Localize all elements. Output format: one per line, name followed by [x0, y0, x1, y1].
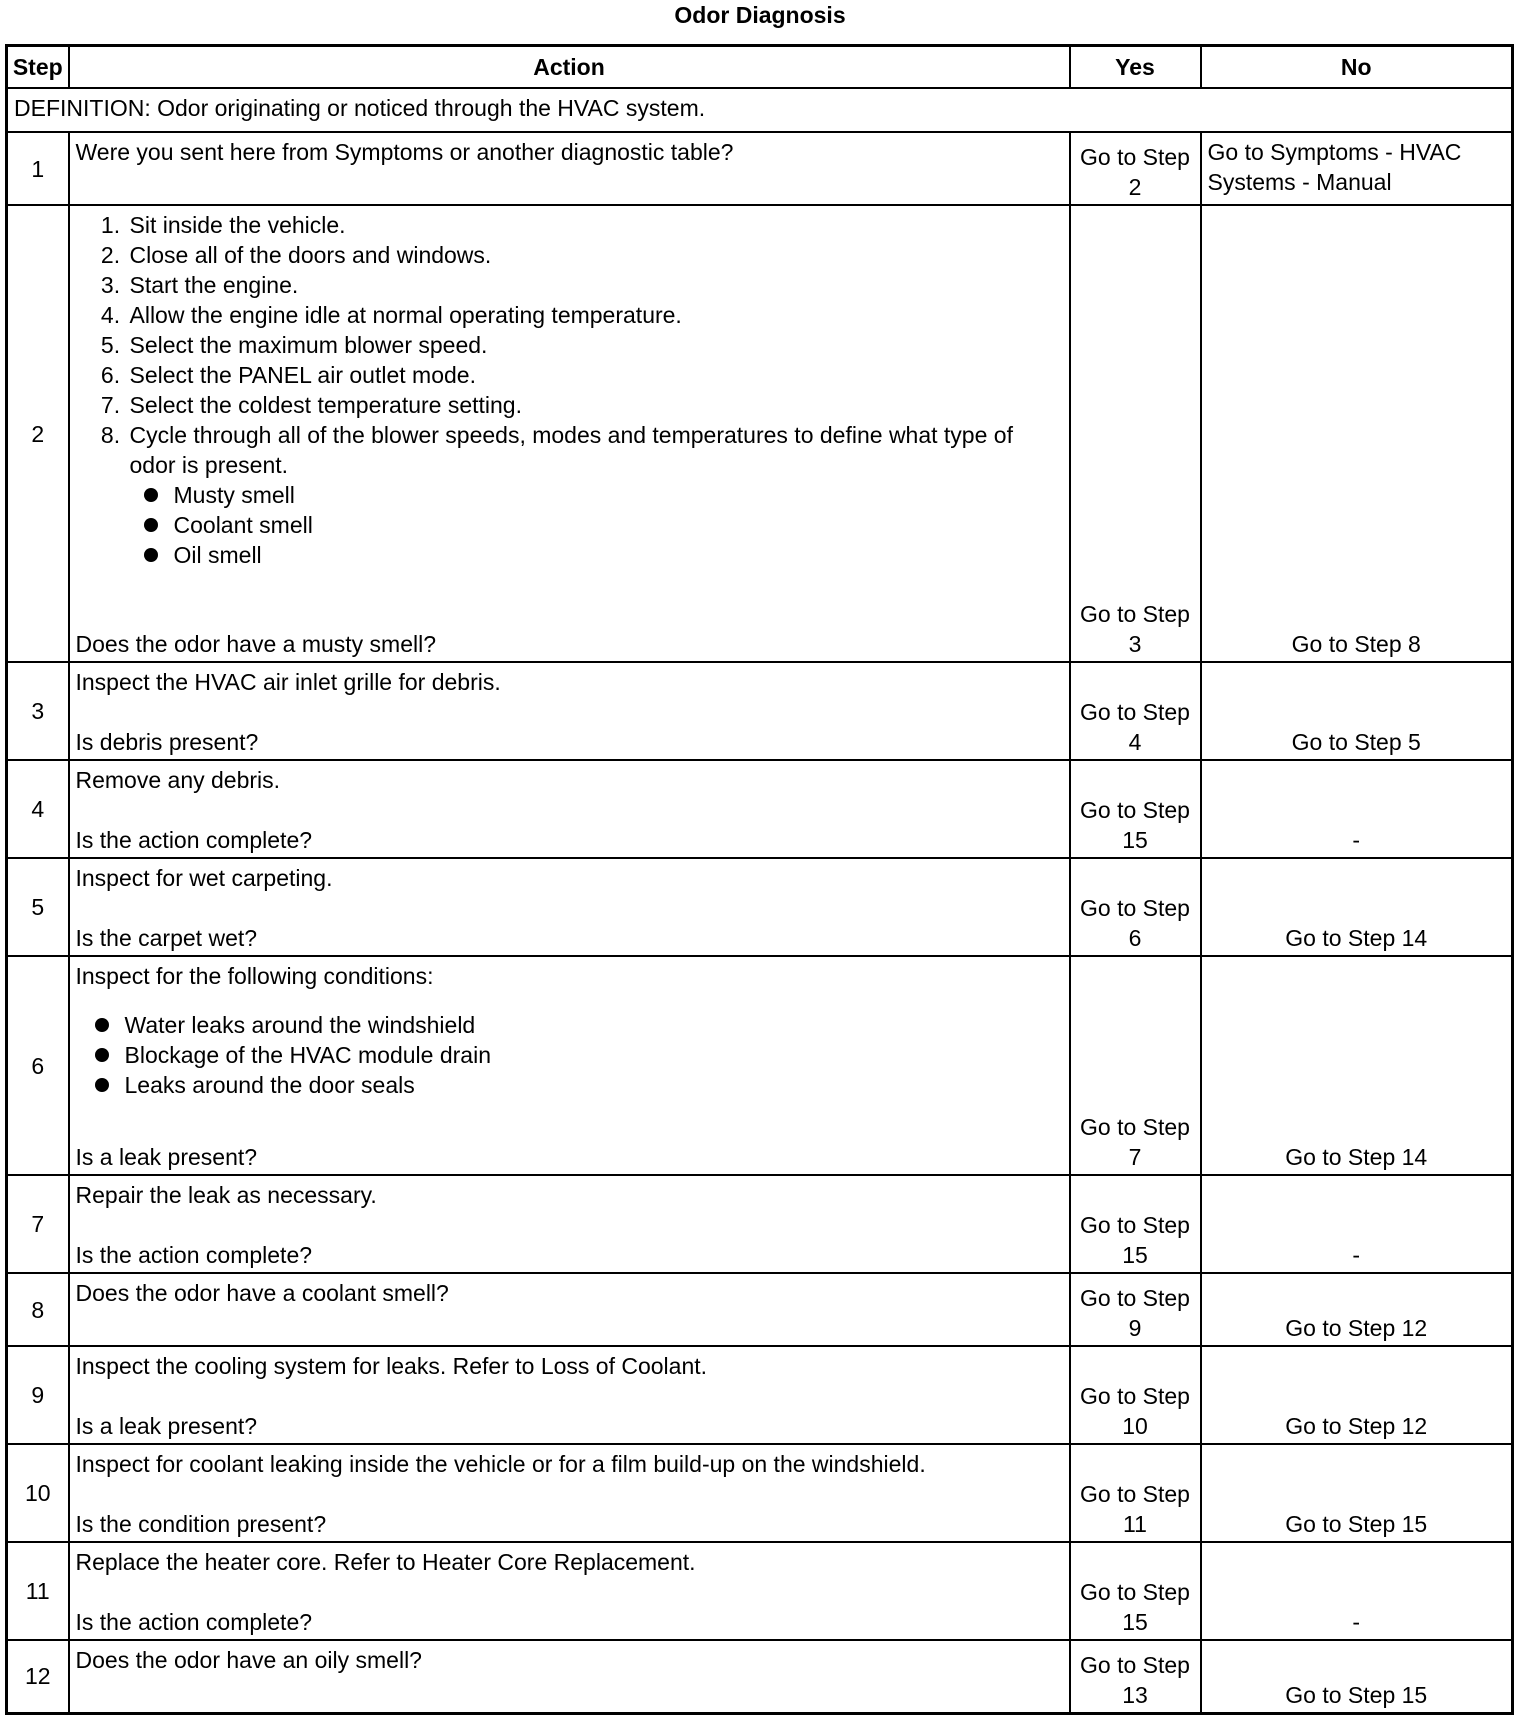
column-header-action: Action [69, 46, 1070, 89]
action-question: Is the condition present? [75, 1511, 327, 1537]
yes-result: Go to Step 13 [1070, 1640, 1201, 1713]
bullet-item: Leaks around the door seals [125, 1070, 1063, 1100]
step-number: 6 [7, 956, 69, 1175]
yes-result: Go to Step 4 [1070, 662, 1201, 760]
step-number: 8 [7, 1273, 69, 1346]
no-result: Go to Step 12 [1201, 1346, 1513, 1444]
numbered-step-item: 2. Close all of the doors and windows. [127, 240, 1063, 270]
no-result: Go to Step 15 [1201, 1640, 1513, 1713]
action-question: Is a leak present? [75, 1144, 258, 1170]
action-question: Is the action complete? [75, 827, 313, 853]
table-row [7, 956, 1513, 1175]
action-question: Is debris present? [75, 729, 259, 755]
bullet-item: Oil smell [174, 540, 1063, 570]
no-result: - [1201, 1175, 1513, 1273]
numbered-step-item: 4. Allow the engine idle at normal operating temperature. [127, 300, 1063, 330]
table-row [7, 1346, 1513, 1444]
no-result: Go to Step 12 [1201, 1273, 1513, 1346]
table-row [7, 1444, 1513, 1542]
bullet-item: Coolant smell [174, 510, 1063, 540]
table-header-row [7, 46, 1513, 89]
column-header-yes: Yes [1070, 46, 1201, 89]
action-cell [69, 662, 1070, 760]
bullet-list [76, 1010, 1063, 1100]
numbered-step-list [76, 210, 1063, 480]
action-cell [69, 132, 1070, 205]
action-cell [69, 1640, 1070, 1713]
bullet-item: Water leaks around the windshield [125, 1010, 1063, 1040]
step-number: 11 [7, 1542, 69, 1640]
action-text: Does the odor have a coolant smell? [75, 1280, 449, 1306]
table-row [7, 662, 1513, 760]
action-text: Were you sent here from Symptoms or another diagnostic table? [75, 139, 734, 165]
table-row [7, 1542, 1513, 1640]
yes-result: Go to Step 15 [1070, 760, 1201, 858]
action-cell [69, 1444, 1070, 1542]
step-number: 7 [7, 1175, 69, 1273]
page-title: Odor Diagnosis [674, 2, 846, 28]
table-row [7, 132, 1513, 205]
bullet-item: Blockage of the HVAC module drain [125, 1040, 1063, 1070]
numbered-step-item: 1. Sit inside the vehicle. [127, 210, 1063, 240]
no-result: - [1201, 1542, 1513, 1640]
yes-result: Go to Step 10 [1070, 1346, 1201, 1444]
no-result: Go to Step 14 [1201, 858, 1513, 956]
yes-result: Go to Step 15 [1070, 1175, 1201, 1273]
step-number: 1 [7, 132, 69, 205]
action-cell [69, 1273, 1070, 1346]
step-number: 9 [7, 1346, 69, 1444]
bullet-list [76, 480, 1063, 570]
table-row [7, 1273, 1513, 1346]
action-text: Repair the leak as necessary. [75, 1182, 377, 1208]
numbered-step-item: 6. Select the PANEL air outlet mode. [127, 360, 1063, 390]
action-question: Is a leak present? [75, 1413, 258, 1439]
definition-text: DEFINITION: Odor originating or noticed through the HVAC system. [7, 88, 1513, 132]
yes-result: Go to Step 3 [1070, 205, 1201, 662]
no-result: Go to Step 15 [1201, 1444, 1513, 1542]
action-question: Is the action complete? [75, 1609, 313, 1635]
step-number: 5 [7, 858, 69, 956]
no-result: Go to Step 14 [1201, 956, 1513, 1175]
no-result: Go to Symptoms - HVAC Systems - Manual [1201, 132, 1513, 205]
no-result: - [1201, 760, 1513, 858]
column-header-step: Step [7, 46, 69, 89]
table-row [7, 205, 1513, 662]
action-cell [69, 1175, 1070, 1273]
step-number: 3 [7, 662, 69, 760]
action-text: Inspect the cooling system for leaks. Refer to Loss of Coolant. [75, 1353, 708, 1379]
action-cell [69, 1542, 1070, 1640]
step-number: 12 [7, 1640, 69, 1713]
yes-result: Go to Step 11 [1070, 1444, 1201, 1542]
yes-result: Go to Step 15 [1070, 1542, 1201, 1640]
numbered-step-item: 8. Cycle through all of the blower speeds, modes and temperatures to define what type of odor is present. [127, 420, 1063, 480]
action-text: Does the odor have an oily smell? [75, 1647, 422, 1673]
yes-result: Go to Step 9 [1070, 1273, 1201, 1346]
action-question: Is the action complete? [75, 1242, 313, 1268]
step-number: 4 [7, 760, 69, 858]
action-text: Inspect for coolant leaking inside the vehicle or for a film build-up on the windshield. [75, 1451, 926, 1477]
yes-result: Go to Step 6 [1070, 858, 1201, 956]
action-question: Is the carpet wet? [75, 925, 258, 951]
action-text: Remove any debris. [75, 767, 281, 793]
action-question: Does the odor have a musty smell? [75, 631, 437, 657]
action-cell [69, 1346, 1070, 1444]
no-result: Go to Step 8 [1201, 205, 1513, 662]
action-cell [69, 760, 1070, 858]
action-text: Inspect for wet carpeting. [75, 865, 333, 891]
step-number: 10 [7, 1444, 69, 1542]
diagnostic-table [5, 44, 1514, 1715]
table-row [7, 1640, 1513, 1713]
action-cell [69, 858, 1070, 956]
numbered-step-item: 3. Start the engine. [127, 270, 1063, 300]
action-text: Inspect the HVAC air inlet grille for debris. [75, 669, 501, 695]
numbered-step-item: 5. Select the maximum blower speed. [127, 330, 1063, 360]
action-text: Inspect for the following conditions: [75, 963, 434, 989]
table-row [7, 1175, 1513, 1273]
numbered-step-item: 7. Select the coldest temperature setting. [127, 390, 1063, 420]
step-number: 2 [7, 205, 69, 662]
column-header-no: No [1201, 46, 1513, 89]
yes-result: Go to Step 7 [1070, 956, 1201, 1175]
bullet-item: Musty smell [174, 480, 1063, 510]
yes-result: Go to Step 2 [1070, 132, 1201, 205]
table-row [7, 760, 1513, 858]
action-text: Replace the heater core. Refer to Heater Core Replacement. [75, 1549, 696, 1575]
no-result: Go to Step 5 [1201, 662, 1513, 760]
definition-row [7, 88, 1513, 132]
table-row [7, 858, 1513, 956]
action-cell [69, 205, 1070, 662]
action-cell [69, 956, 1070, 1175]
